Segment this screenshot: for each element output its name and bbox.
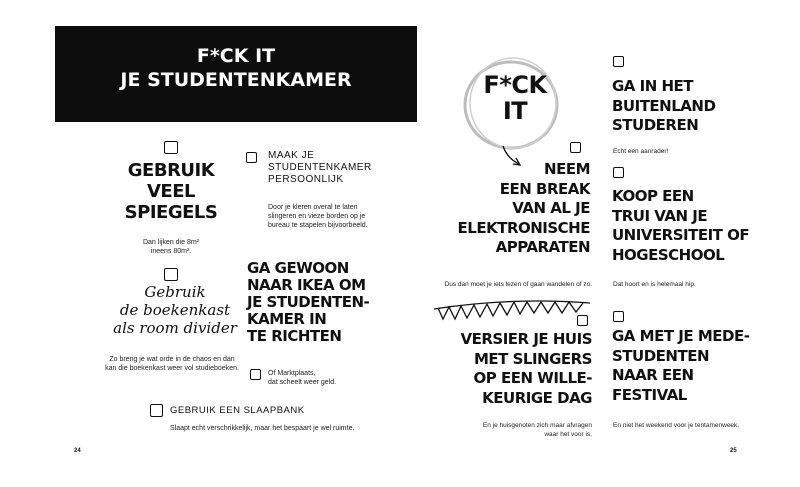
banner-line-2: JE STUDENTENKAMER [120,69,352,91]
stamp-line: IT [502,97,528,125]
title-line: STUDEREN [612,116,699,134]
title-line: KAMER IN [247,310,327,328]
note-line: En je huisgenoten zich maar afvragen [482,422,592,429]
item-buitenland-title [612,77,782,136]
title-line: NAAR IKEA OM [247,276,366,294]
item-festival-note: En niet het weekend voor je tentamenweek. [613,422,740,429]
title-line: VAN AL JE [512,199,590,217]
title-line: als room divider [113,319,237,337]
checkbox-trui[interactable] [613,167,624,178]
page-number-left: 24 [74,448,81,454]
title-line: Gebruik [144,283,206,301]
title-line: GA MET JE MEDE- [612,327,750,345]
checkbox-slaapbank[interactable] [150,404,163,417]
item-slingers-title [422,330,592,408]
note-line: Door je kleren overal te laten [268,204,358,211]
checkbox-spiegels[interactable] [164,141,178,154]
title-line: KOOP EEN [612,187,694,205]
title-line: GA GEWOON [247,259,349,277]
note-line: bureau te stapelen bijvoorbeeld. [268,222,368,229]
item-spiegels-title [108,160,234,223]
note-line: slingeren en vieze borden op je [268,213,366,220]
title-line: ELEKTRONISCHE [457,218,590,237]
item-slaapbank-note: Slaapt echt verschrikkelijk, maar het bespaart je wel ruimte. [170,425,355,432]
note-line: Dan lijken die 8m² [142,239,200,246]
fckit-stamp-text [475,72,555,124]
item-slingers-note [440,421,592,439]
checkbox-buitenland[interactable] [613,56,624,67]
item-trui-title [612,187,792,265]
note-line: Zo breng je wat orde in de chaos en dan [109,356,235,363]
note-line: waar het voor is. [544,431,592,438]
title-line: VEEL [147,181,195,202]
item-slaapbank-title: GEBRUIK EEN SLAAPBANK [170,405,305,416]
title-line: EEN BREAK [499,179,590,198]
title-line: GA IN HET [612,77,694,95]
title-line: SPIEGELS [124,202,218,223]
title-banner [55,26,417,122]
note-line: kan die boekenkast weer vol studieboeken. [105,365,239,372]
item-persoonlijk-title [268,150,408,186]
title-line: TRUI VAN JE [612,206,708,225]
title-line: KEURIGE DAG [482,388,592,407]
checkbox-festival[interactable] [613,311,624,322]
note-line: Of Marktplaats, [268,370,316,377]
title-line: APPARATEN [495,238,590,256]
title-line: STUDENTEN [612,346,709,365]
title-line: PERSOONLIJK [268,174,344,185]
note-line: dat scheelt weer geld. [268,379,337,386]
title-line: NAAR EEN [612,366,694,384]
checkbox-slingers[interactable] [577,315,588,326]
title-line: FESTIVAL [612,385,687,404]
checkbox-boekenkast[interactable] [164,268,178,281]
item-break-note: Dus dan moet je iets lezen of gaan wandelen of zo. [444,281,592,288]
item-persoonlijk-note [268,203,408,230]
note-line: ineens 80m². [150,248,192,255]
title-line: TE RICHTEN [247,327,342,345]
slingers-garland-graphic [432,295,592,325]
item-break-title [430,160,590,258]
item-ikea-note [268,369,388,387]
title-line: MAAK JE [268,150,315,161]
title-line: UNIVERSITEIT OF [612,226,750,244]
title-line: NEEM [544,160,590,178]
item-ikea-title [247,260,412,345]
title-line: MET SLINGERS [473,349,592,368]
item-festival-title [612,327,792,405]
title-line: BUITENLAND [612,96,716,115]
banner-line-1: F*CK IT [196,45,276,67]
title-line: HOGESCHOOL [612,245,725,264]
item-buitenland-note: Echt een aanrader! [613,148,669,155]
stamp-line: F*CK [483,71,547,99]
item-spiegels-note [118,238,224,256]
title-line: STUDENTENKAMER [268,162,372,173]
item-boekenkast-title [100,283,250,337]
item-boekenkast-note [86,355,258,373]
checkbox-ikea[interactable] [250,369,261,380]
checkbox-persoonlijk[interactable] [246,152,257,163]
title-line: VERSIER JE HUIS [460,330,592,348]
checkbox-break[interactable] [570,142,581,153]
title-line: GEBRUIK [127,160,215,181]
title-line: JE STUDENTEN- [247,293,370,311]
item-trui-note: Dat hoort en is helemaal hip. [613,281,696,288]
page-number-right: 25 [730,448,737,454]
title-line: de boekenkast [119,301,231,319]
title-line: OP EEN WILLE- [473,369,592,387]
